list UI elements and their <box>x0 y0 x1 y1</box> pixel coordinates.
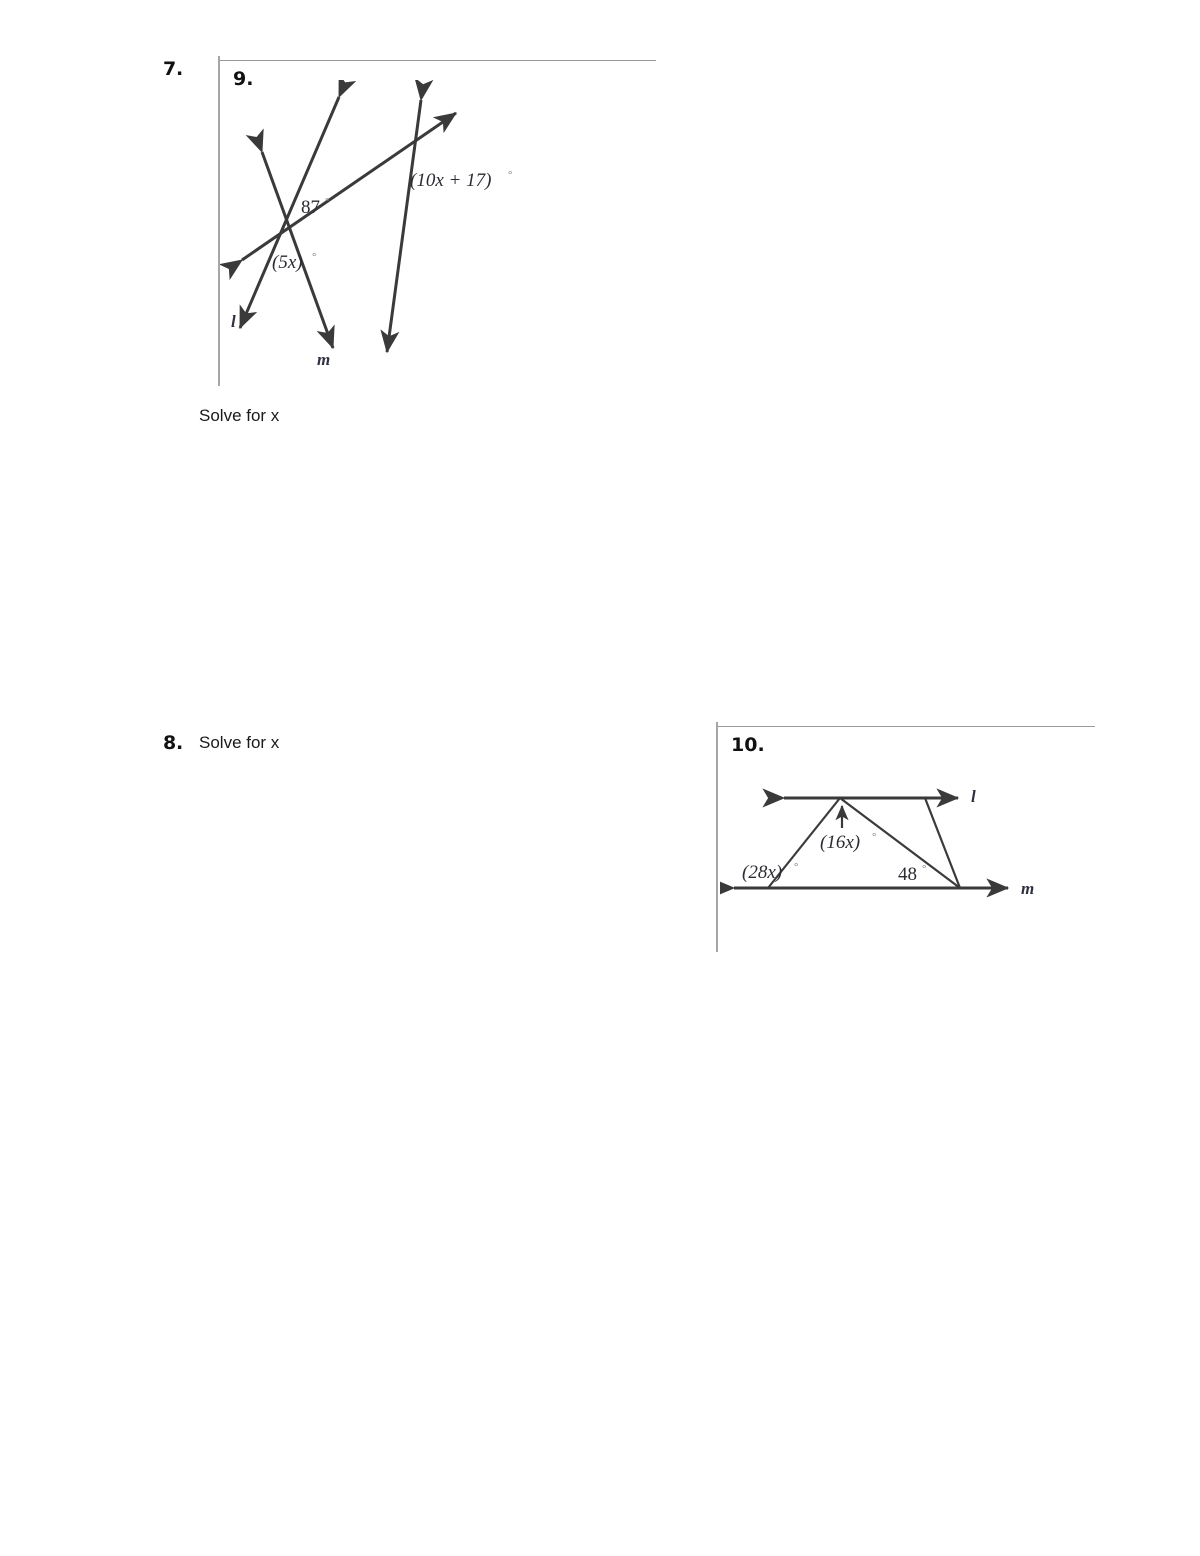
figure-10-angle-48-degree: ° <box>922 863 927 875</box>
figure-10-angle-16x-text: (16x) <box>820 832 861 853</box>
figure-10-angle-16x-degree: ° <box>872 831 877 843</box>
figure-10-number: 10. <box>731 734 765 756</box>
figure-10-angle-48-text: 48 <box>898 864 917 885</box>
figure-10-line-l-label: l <box>971 787 976 806</box>
problem-7-prompt: Solve for x <box>199 406 280 425</box>
figure-10-left-rule <box>716 722 718 952</box>
figure-10-top-rule <box>716 726 1095 727</box>
figure-9-angle-87-text: 87 <box>301 197 320 218</box>
figure-9-angle-10x17-degree: ° <box>508 169 513 181</box>
figure-10-line-m-label: m <box>1021 879 1035 898</box>
figure-10-angle-28x-degree: ° <box>794 861 799 873</box>
figure-9-angle-5x-text: (5x) <box>272 252 303 273</box>
problem-7-number: 7. <box>163 58 184 80</box>
figure-10-label-16x <box>820 831 876 853</box>
figure-10-label-48 <box>898 863 926 885</box>
figure-9-line-m-label: m <box>317 350 331 369</box>
figure-9-line-l-label: l <box>231 312 236 331</box>
figure-10-angle-28x-text: (28x) <box>742 862 783 883</box>
problem-8-number: 8. <box>163 732 184 754</box>
figure-9-angle-5x-degree: ° <box>312 251 317 263</box>
problem-8-prompt: Solve for x <box>199 733 280 752</box>
figure-10-diagram <box>720 770 1060 920</box>
figure-9-angle-10x17-text: (10x + 17) <box>410 170 492 191</box>
figure-9-number: 9. <box>233 68 254 90</box>
figure-9-angle-87-degree: ° <box>325 196 330 208</box>
figure-10-label-28x <box>742 861 798 883</box>
